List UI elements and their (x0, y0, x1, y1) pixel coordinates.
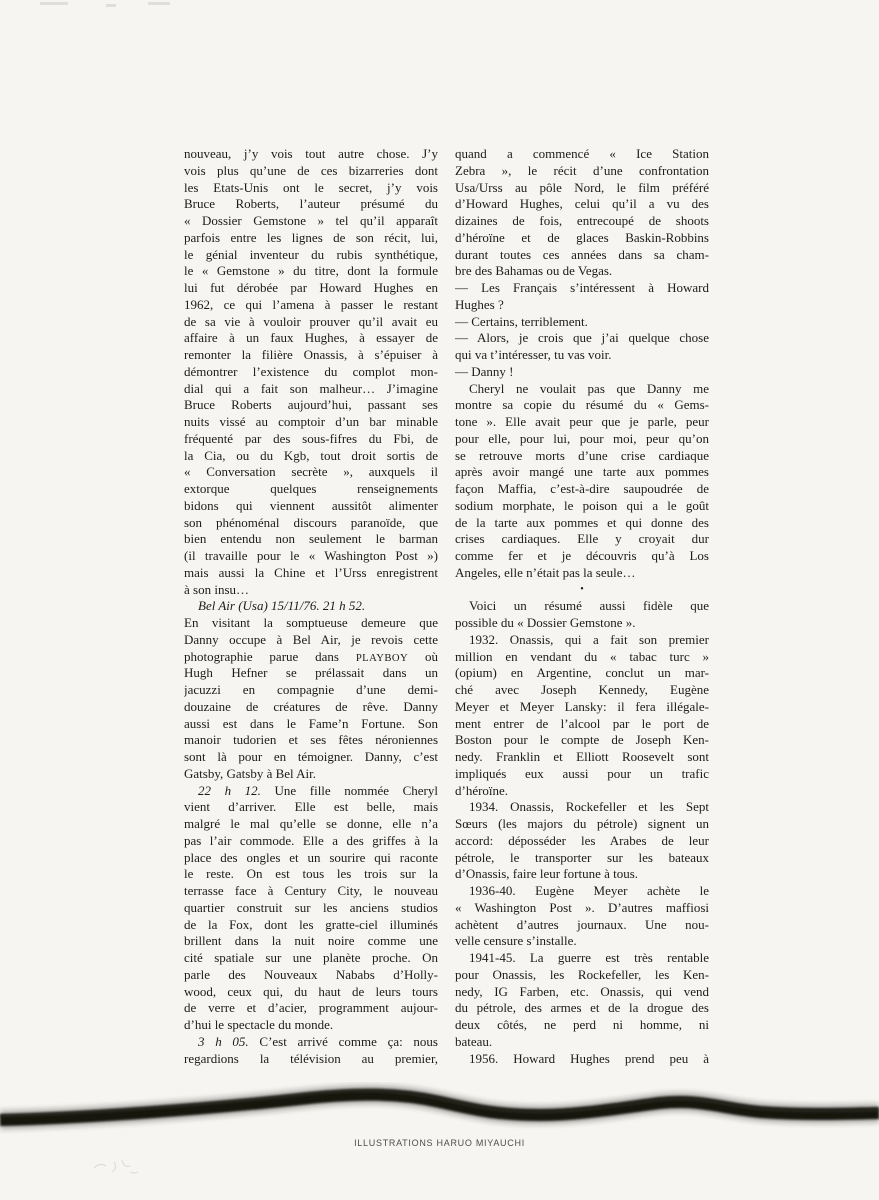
text-line: lui fut dérobée par Howard Hughes en (184, 280, 438, 295)
text-line: la Cia, ou du Kgb, tout droit sortis de (184, 447, 438, 463)
scan-speck (106, 4, 116, 7)
text-line: nouveau, j’y vois tout autre chose. J’y (184, 146, 438, 161)
text-line: 22 h 12. Une fille nommée Cheryl (198, 782, 438, 798)
text-line: tone ». Elle avait peur que je parle, peur (455, 414, 709, 429)
text-line: durant toutes ces années dans sa cham- (455, 246, 709, 262)
text-line: montre sa copie du résumé du « Gems- (455, 397, 709, 413)
text-line: bateau. (455, 1033, 493, 1049)
text-line: fréquenté par des sous-fifres du Fbi, de (184, 430, 438, 446)
text-line: Meyer et Meyer Lansky: il fera illégale- (455, 698, 709, 714)
text-line: de la tarte aux pommes et qui donne des (455, 514, 709, 530)
text-line: le génial inventeur du rubis synthétique, (184, 246, 438, 262)
text-line: place des ongles et un sourire qui raconte (184, 849, 438, 865)
text-line: wood, ceux qui, du haut de leurs tours (184, 983, 438, 999)
text-line: nedy, IG Farben, etc. Onassis, qui vend (455, 983, 709, 999)
text-line: En visitant la somptueuse demeure que (184, 615, 438, 630)
text-line: le reste. On est tous les trois sur la (184, 866, 438, 882)
text-line: de verre et d’acier, programment aujour- (184, 1000, 438, 1016)
text-line: ché avec Joseph Kennedy, Eugène (455, 682, 709, 697)
text-line: brillent dans la nuit noire comme une (184, 933, 438, 949)
text-line: pétrole, le transporter sur les bateaux (455, 849, 709, 865)
text-line: d’Onassis, faire leur fortune à tous. (455, 866, 639, 882)
text-line: façon Maffia, c’est-à-dire saupoudrée de (455, 481, 709, 496)
text-line: aussi est dans le Fame’n Fortune. Son (184, 715, 438, 731)
text-line: qui va t’intéresser, tu vas voir. (455, 347, 612, 362)
text-line: manoir tudorien et ses fêtes néroniennes (184, 732, 438, 748)
text-line: Angeles, elle n’était pas la seule… (455, 564, 636, 580)
text-line: ment entrer de l’alcool par le port de (455, 715, 709, 731)
text-line: Danny occupe à Bel Air, je revois cette (184, 631, 438, 647)
text-line: cité spatiale sur une planète proche. On (184, 950, 438, 965)
text-line: comme fer et je découvris qu’à Los (455, 548, 709, 563)
text-line: quartier construit sur les anciens studios (184, 899, 438, 915)
text-line: 1936-40. Eugène Meyer achète le (469, 883, 709, 898)
text-line: Gatsby, Gatsby à Bel Air. (184, 765, 317, 781)
text-line: crises cardiaques. Elle y croyait dur (455, 531, 709, 547)
text-line: bre des Bahamas ou de Vegas. (455, 263, 613, 279)
text-line: velle censure s’installe. (455, 933, 577, 949)
text-line: à son insu… (184, 581, 249, 597)
text-line: démontrer l’existence du complot mon- (184, 363, 438, 379)
text-line: « Conversation secrète », auxquels il (184, 464, 438, 480)
text-line: regardions la télévision au premier, (184, 1050, 438, 1066)
text-line: 1934. Onassis, Rockefeller et les Sept (469, 799, 709, 815)
text-line: vient d’arriver. Elle est belle, mais (184, 799, 438, 815)
text-line: d’héroïne. (455, 782, 509, 798)
scan-speck (148, 2, 170, 5)
text-line: (il travaille pour le « Washington Post ») (184, 548, 438, 563)
text-line: « Dossier Gemstone » tel qu’il apparaît (184, 213, 438, 228)
text-line: achètent d’autres journaux. Une nou- (455, 916, 709, 932)
text-line: 3 h 05. C’est arrivé comme ça: nous (198, 1033, 438, 1049)
text-line: 1941-45. La guerre est très rentable (469, 950, 709, 965)
text-line: bidons qui viennent aussitôt alimenter (184, 497, 438, 513)
text-line: sodium morphate, le poison qui a le goût (455, 497, 709, 513)
text-line: se retrouve morts d’une crise cardiaque (455, 447, 709, 463)
text-line: bien entendu non seulement le barman (184, 531, 438, 547)
text-line: d’héroïne et de glaces Baskin-Robbins (455, 229, 709, 245)
text-column-right (455, 146, 709, 1070)
text-line: dizaines de fois, entrecoupé de shoots (455, 213, 709, 228)
text-line: 1932. Onassis, qui a fait son premier (469, 631, 709, 647)
text-line: million en vendant du « tabac turc » (455, 648, 709, 664)
text-line: mais aussi la Chine et l’Urss enregistrent (184, 564, 438, 580)
text-line: vois plus qu’une de ces bizarreries dont (184, 162, 438, 178)
text-line: son phénoménal discours paranoïde, que (184, 514, 438, 530)
text-line: pour elle, pour lui, pour moi, peur qu’on (455, 430, 709, 446)
text-line: impliqués eux aussi pour un trafic (455, 765, 709, 781)
text-column-left (184, 146, 438, 1070)
text-line: parle des Nouveaux Nababs d’Holly- (184, 966, 438, 982)
text-line: le « Gemstone » du titre, dont la formule (184, 263, 438, 279)
text-line: de sa vie à vouloir prouver qu’il avait eu (184, 313, 438, 329)
text-line: terrasse face à Century City, le nouveau (184, 883, 438, 898)
text-line: nedy. Franklin et Elliott Roosevelt sont (455, 749, 709, 764)
text-line: jacuzzi en compagnie d’une demi- (184, 682, 438, 697)
text-line: 1962, ce qui l’amena à passer le restant (184, 296, 438, 312)
text-line: pour Onassis, les Rockefeller, les Ken- (455, 966, 709, 982)
pencil-mark (92, 1156, 142, 1180)
text-line: photographie parue dans PLAYBOY où (184, 648, 438, 664)
text-line: affaire à un faux Hughes, à essayer de (184, 330, 438, 346)
text-line: — Danny ! (455, 363, 514, 379)
text-line: de la Fox, dont les gratte-ciel illuminés (184, 916, 438, 932)
text-line: accord: déposséder les Arabes de leur (455, 832, 709, 848)
text-line: Zebra », le récit d’une confrontation (455, 162, 709, 178)
text-line: Sœurs (les majors du pétrole) signent un (455, 816, 709, 831)
text-line: Cheryl ne voulait pas que Danny me (469, 380, 709, 396)
text-line: — Certains, terriblement. (455, 313, 588, 329)
text-line: Bruce Roberts aujourd’hui, passant ses (184, 397, 438, 413)
text-line: d’hui le spectacle du monde. (184, 1017, 334, 1032)
text-line: deux côtés, ne perd ni homme, ni (455, 1017, 709, 1032)
text-line: dial qui a fait son malheur… J’imagine (184, 380, 438, 396)
text-line: • (580, 583, 584, 595)
text-line: sont là pour en témoigner. Danny, c’est (184, 749, 438, 764)
text-line: après avoir mangé une tarte aux pommes (455, 464, 709, 480)
text-line: extorque quelques renseignements (184, 481, 438, 496)
text-line: quand a commencé « Ice Station (455, 146, 709, 161)
text-line: nuits vissé au comptoir d’un bar minable (184, 414, 438, 429)
text-line: possible du « Dossier Gemstone ». (455, 615, 636, 630)
text-line: « Washington Post ». D’autres maffiosi (455, 899, 709, 915)
text-line: remonter la filière Onassis, à s’épuiser à (184, 347, 438, 362)
text-line: — Les Français s’intéressent à Howard (455, 280, 709, 295)
text-line: Voici un résumé aussi fidèle que (469, 598, 709, 614)
text-line: d’Howard Hughes, celui qu’il a vu des (455, 196, 709, 212)
text-line: Bruce Roberts, l’auteur présumé du (184, 196, 438, 212)
text-line: parfois entre les lignes de son récit, lui, (184, 229, 438, 245)
scan-speck (40, 2, 68, 5)
illustrations-credit: ILLUSTRATIONS HARUO MIYAUCHI (354, 1138, 525, 1148)
text-line: 1956. Howard Hughes prend peu à (469, 1050, 709, 1066)
text-line: Boston pour le compte de Joseph Ken- (455, 732, 709, 748)
text-line: du pétrole, des armes et de la drogue des (455, 1000, 709, 1016)
text-line: malgré le mal qu’elle se donne, elle n’a (184, 816, 438, 831)
text-line: les Etats-Unis ont le secret, j’y vois (184, 179, 438, 195)
text-line: (opium) en Argentine, conclut un mar- (455, 665, 709, 681)
text-line: pas l’air commode. Elle a des griffes à la (184, 832, 438, 848)
text-line: douzaine de créatures de rêve. Danny (184, 698, 438, 714)
text-line: Bel Air (Usa) 15/11/76. 21 h 52. (198, 598, 366, 614)
text-line: — Alors, je crois que j’ai quelque chose (455, 330, 709, 346)
text-line: Hugh Hefner se prélassait dans un (184, 665, 438, 681)
text-line: Hughes ? (455, 296, 504, 312)
text-line: Usa/Urss au pôle Nord, le film préféré (455, 179, 709, 195)
